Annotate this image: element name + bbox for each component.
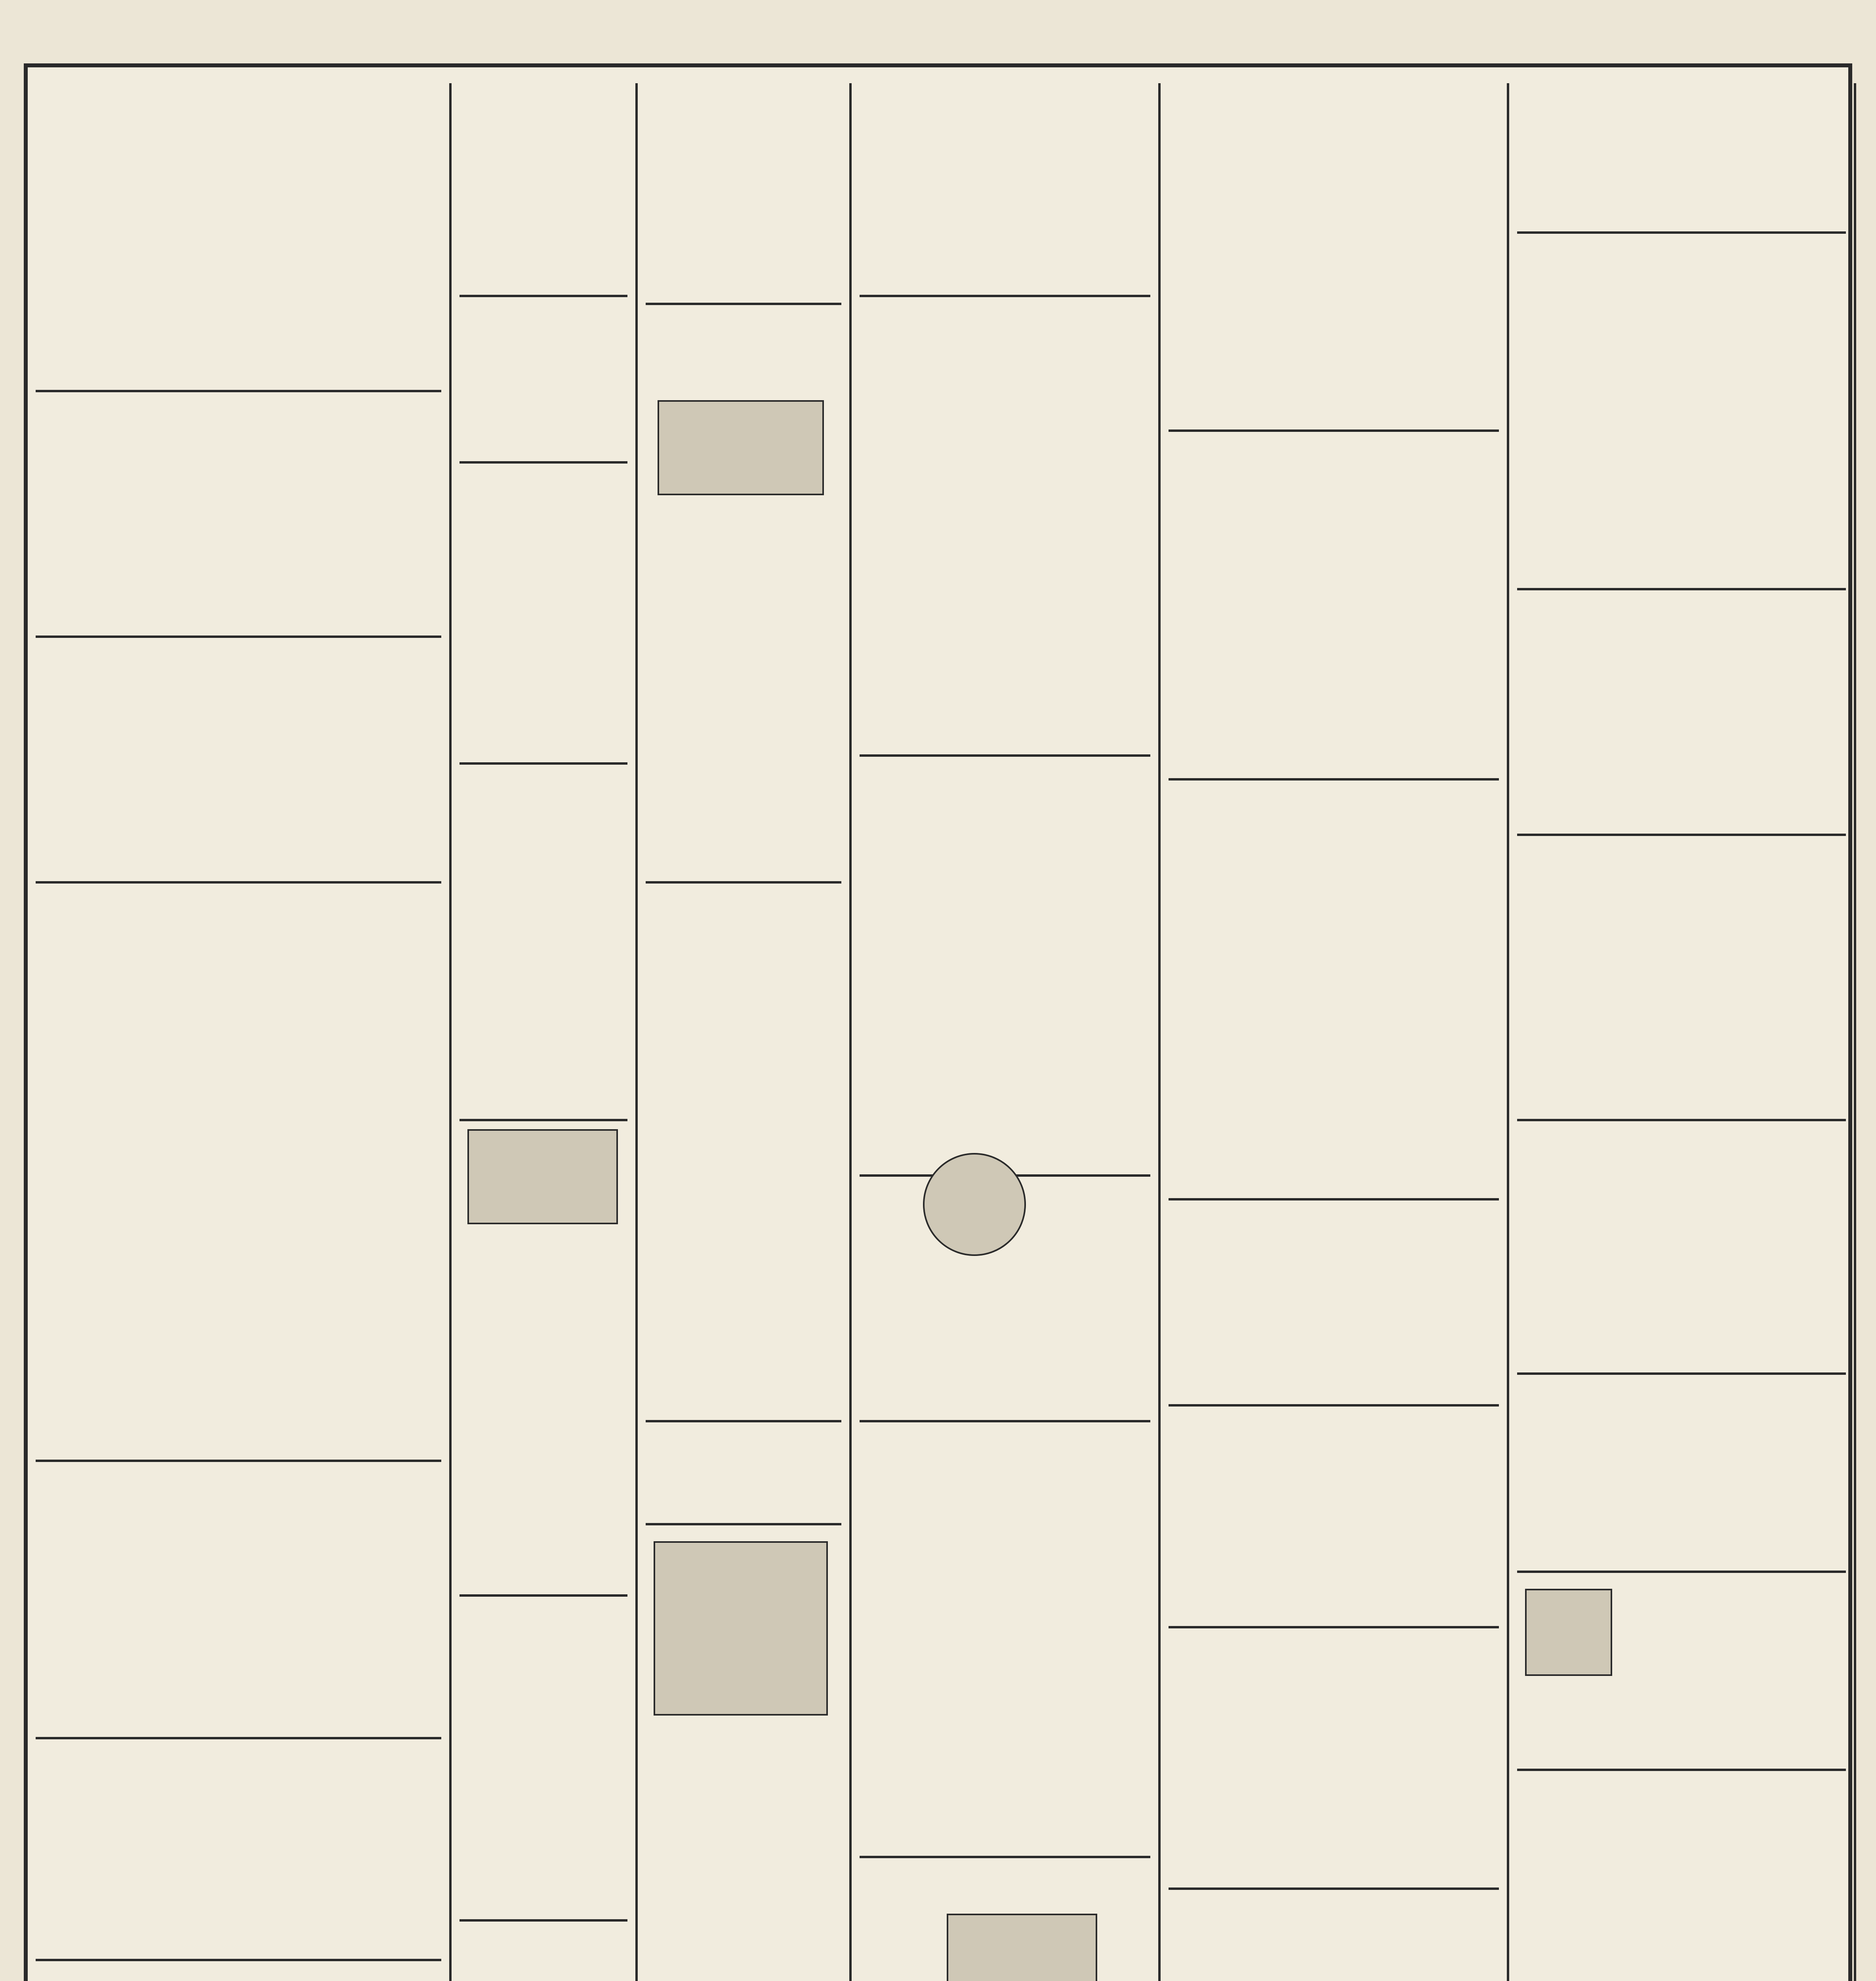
ad-block xyxy=(860,1177,1150,1422)
engraving-illustration xyxy=(654,1541,828,1716)
ad-block xyxy=(860,757,1150,1177)
ad-block xyxy=(1169,1407,1499,1628)
newspaper-sheet xyxy=(24,63,1852,1981)
column-5 xyxy=(1161,83,1509,1981)
ad-block xyxy=(860,297,1150,757)
ad-block xyxy=(1517,1573,1846,1771)
ad-block xyxy=(646,305,841,884)
ad-block xyxy=(646,884,841,1422)
ad-block xyxy=(1517,1121,1846,1375)
column-6 xyxy=(1509,83,1856,1981)
column-1 xyxy=(28,83,452,1981)
ad-block xyxy=(860,1422,1150,1858)
column-4 xyxy=(852,83,1161,1981)
ad-block xyxy=(459,83,627,297)
ad-block xyxy=(1517,83,1846,234)
ad-block xyxy=(860,83,1150,297)
ad-block xyxy=(1517,234,1846,590)
ad-block xyxy=(36,884,441,1462)
ad-block xyxy=(459,464,627,765)
ad-block xyxy=(36,1462,441,1739)
ad-block xyxy=(459,297,627,464)
ad-block xyxy=(1169,1628,1499,1890)
ad-block xyxy=(459,765,627,1121)
ad-block xyxy=(1517,836,1846,1121)
ad-block xyxy=(36,83,441,392)
emblem-illustration xyxy=(658,400,824,495)
ad-block xyxy=(1169,83,1499,432)
ad-block xyxy=(1517,1375,1846,1573)
ad-block xyxy=(459,1121,627,1597)
ad-block xyxy=(860,1858,1150,1981)
column-2 xyxy=(452,83,638,1981)
ad-block xyxy=(1169,1200,1499,1407)
ad-block xyxy=(646,83,841,305)
ad-block xyxy=(646,1422,841,1525)
ad-block xyxy=(36,1739,441,1961)
ad-block xyxy=(1517,1771,1846,1981)
ad-block xyxy=(1517,590,1846,836)
ad-block xyxy=(459,1922,627,1981)
ad-block xyxy=(36,392,441,638)
ad-block xyxy=(36,1961,441,1981)
ad-block xyxy=(1169,781,1499,1200)
ad-block xyxy=(1169,1890,1499,1981)
column-3 xyxy=(638,83,852,1981)
ad-block xyxy=(459,1597,627,1922)
ad-block xyxy=(1169,432,1499,781)
ad-block xyxy=(36,638,441,884)
